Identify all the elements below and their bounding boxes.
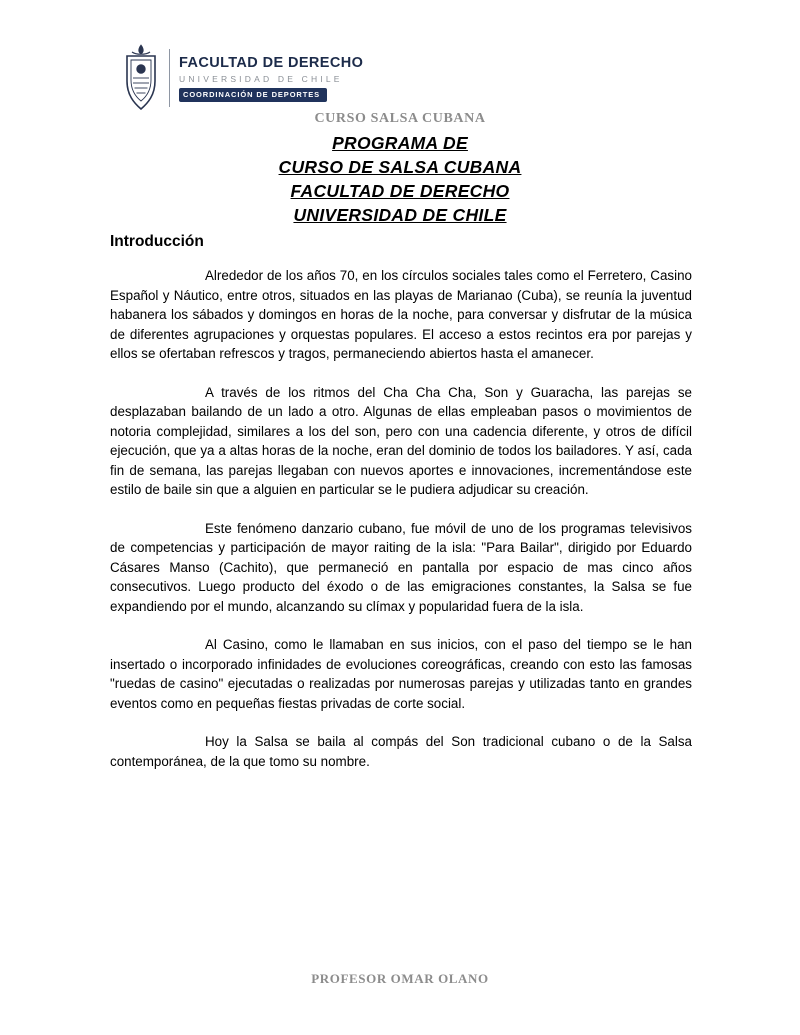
- document-footer: PROFESOR OMAR OLANO: [311, 971, 489, 986]
- title-line-2: CURSO DE SALSA CUBANA: [278, 157, 522, 177]
- section-heading-introduccion: Introducción: [110, 233, 204, 250]
- body-paragraph: Este fenómeno danzario cubano, fue móvil de uno de los programas televisivos de competencias y participación de mayor raiting de la isla: "Para Bailar", dirigido por Eduardo Cásares Manso (Cachito), que permaneció en pantalla por espacio de mas cinco años consecutivos. Luego producto del éxodo o de las emigraciones constantes, la Salsa se fue expandiendo por el mundo, alcanzando su clímax y popularidad fuera de la isla.: [110, 520, 692, 614]
- document-running-header: CURSO SALSA CUBANA: [314, 111, 486, 126]
- body-paragraph: Alrededor de los años 70, en los círculos sociales tales como el Ferretero, Casino Español y Náutico, entre otros, situados en las playas de Marianao (Cuba), se reunía la juventud habanera los sábados y domingos en horas de la noche, para conversar y disfrutar de la música de diferentes agrupaciones y orquestas populares. El acceso a estos recintos era por parejas y ellos se ofertaban refrescos y tragos, permaneciendo abiertos hasta el amanecer.: [110, 268, 692, 361]
- university-logo: [119, 43, 363, 113]
- body-paragraph: A través de los ritmos del Cha Cha Cha, Son y Guaracha, las parejas se desplazaban bailando de un lado a otro. Algunas de ellas empleaban pasos o movimientos de notoria complejidad, similares a los del son, pero con una cadencia diferente, y otros de difícil ejecución, que ya a altas horas de la noche, eran del dominio de todos los bailadores. Y así, cada fin de semana, las parejas llegaban con nuevos aportes e innovaciones, incrementándose este estilo de baile sin que a alguien en particular se le pudiera adjudicar su creación.: [110, 384, 692, 497]
- logo-department-badge: COORDINACIÓN DE DEPORTES: [179, 88, 327, 102]
- logo-divider: [169, 49, 170, 107]
- title-line-1: PROGRAMA DE: [332, 133, 468, 153]
- logo-text-block: [179, 55, 363, 102]
- logo-university-name: UNIVERSIDAD DE CHILE: [179, 73, 343, 84]
- document-body: [110, 266, 692, 790]
- document-title-block: [0, 131, 800, 227]
- body-paragraph: Al Casino, como le llamaban en sus inicios, con el paso del tiempo se le han insertado o incorporado infinidades de evoluciones coreográficas, creando con esto las famosas "ruedas de casino" ejecutadas o realizadas por numerosas parejas y utilizadas tanto en grandes eventos como en pequeñas fiestas privadas de corte social.: [110, 637, 692, 711]
- title-line-4: UNIVERSIDAD DE CHILE: [293, 205, 507, 225]
- body-paragraph: Hoy la Salsa se baila al compás del Son tradicional cubano o de la Salsa contemporánea, de la que tomo su nombre.: [110, 734, 692, 769]
- logo-faculty-name: FACULTAD DE DERECHO: [179, 54, 364, 71]
- university-crest-icon: [119, 43, 163, 113]
- title-line-3: FACULTAD DE DERECHO: [290, 181, 510, 201]
